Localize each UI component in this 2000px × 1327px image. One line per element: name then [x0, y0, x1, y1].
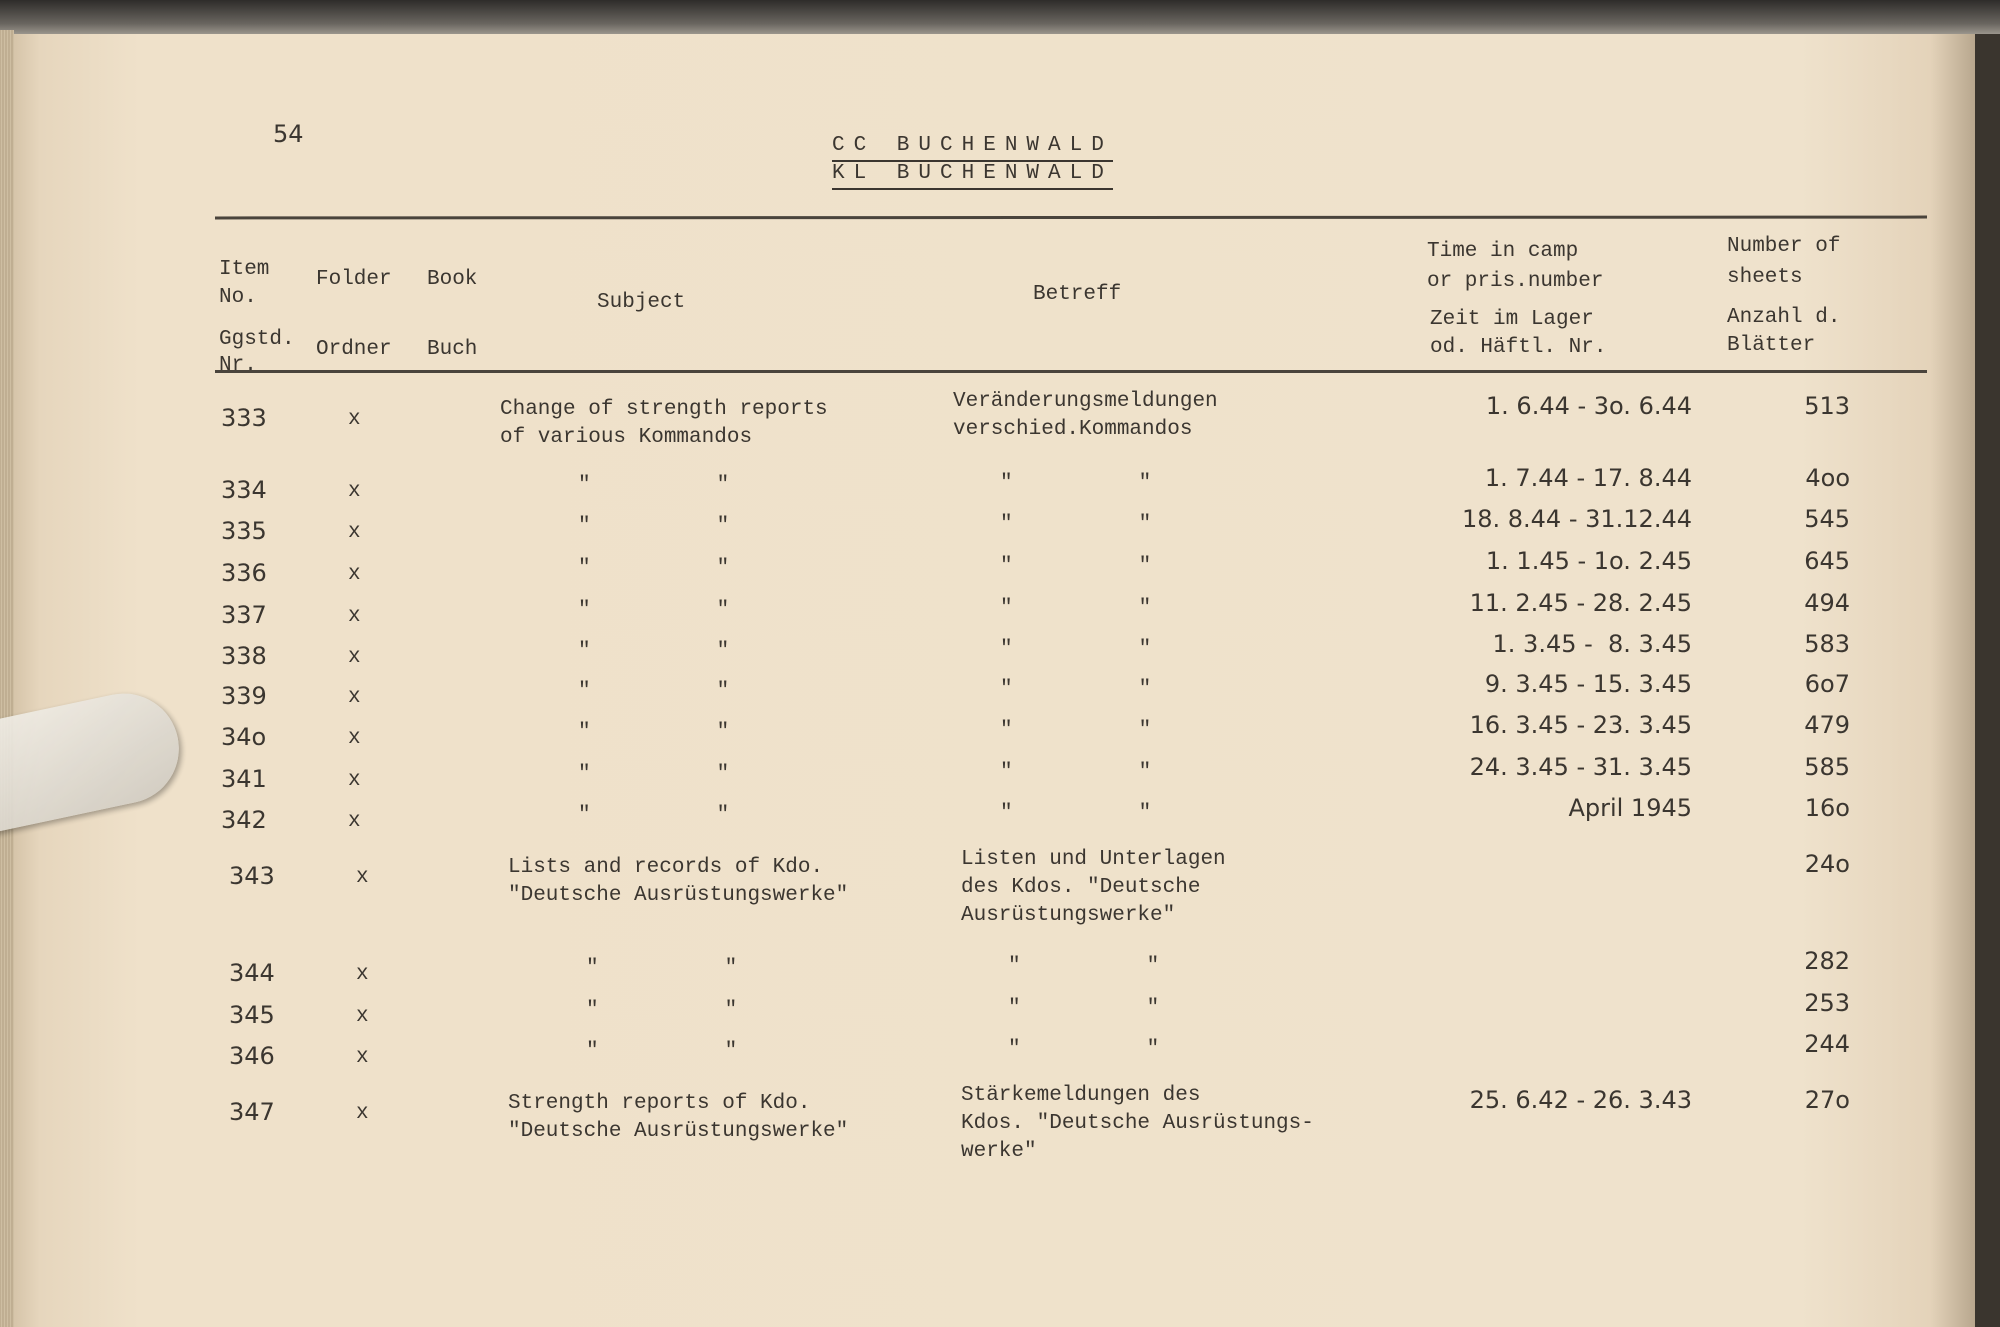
sheet-count: 479 — [1804, 711, 1850, 739]
item-number: 336 — [221, 559, 267, 587]
item-number: 34o — [221, 723, 267, 751]
item-number: 339 — [221, 682, 267, 710]
sheet-count: 4oo — [1805, 464, 1850, 492]
header-ggstd-nr: Ggstd. Nr. — [219, 328, 295, 377]
time-in-camp: April 1945 — [1568, 794, 1692, 822]
subject-text: " " — [586, 957, 738, 980]
title-german: KL BUCHENWALD — [832, 160, 1113, 190]
header-number-of-sheets: Number of sheets — [1727, 235, 1841, 289]
header-anzahl-blaetter: Anzahl d. Blätter — [1727, 306, 1841, 357]
folder-mark: x — [356, 963, 369, 986]
subject-text: " " — [586, 999, 738, 1022]
subject-text: " " — [578, 474, 730, 497]
time-in-camp: 1. 1.45 - 1o. 2.45 — [1485, 547, 1692, 575]
sheet-count: 494 — [1804, 589, 1850, 617]
header-zeit-im-lager: Zeit im Lager od. Häftl. Nr. — [1430, 308, 1607, 359]
sheet-count: 583 — [1804, 630, 1850, 658]
subject-text: Strength reports of Kdo. "Deutsche Ausrüstungswerke" — [508, 1092, 849, 1143]
betreff-text: " " — [1000, 802, 1152, 825]
time-in-camp: 18. 8.44 - 31.12.44 — [1461, 505, 1692, 533]
book-page-edges — [0, 30, 14, 1327]
time-in-camp: 11. 2.45 - 28. 2.45 — [1469, 589, 1692, 617]
folder-mark: x — [356, 1046, 369, 1069]
betreff-text: " " — [1000, 513, 1152, 536]
item-number: 343 — [229, 862, 275, 890]
folder-mark: x — [348, 810, 361, 833]
betreff-text: " " — [1000, 472, 1152, 495]
sheet-count: 645 — [1804, 547, 1850, 575]
folder-mark: x — [348, 480, 361, 503]
folder-mark: x — [348, 769, 361, 792]
header-subject: Subject — [597, 291, 686, 314]
sheet-count: 513 — [1804, 392, 1850, 420]
item-number: 345 — [229, 1001, 275, 1029]
item-number: 346 — [229, 1042, 275, 1070]
sheet-count: 282 — [1804, 947, 1850, 975]
header-book: Book — [427, 268, 478, 291]
betreff-text: " " — [1000, 597, 1152, 620]
time-in-camp: 1. 3.45 - 8. 3.45 — [1492, 630, 1692, 658]
header-item-no: Item No. — [219, 258, 270, 309]
subject-text: " " — [578, 804, 730, 827]
time-in-camp: 1. 6.44 - 3o. 6.44 — [1485, 392, 1692, 420]
betreff-text: Veränderungsmeldungen verschied.Kommandos — [953, 390, 1218, 441]
folder-mark: x — [348, 521, 361, 544]
betreff-text: " " — [1000, 761, 1152, 784]
betreff-text: " " — [1000, 719, 1152, 742]
item-number: 334 — [221, 476, 267, 504]
subject-text: Change of strength reports of various Kommandos — [500, 398, 828, 449]
time-in-camp: 25. 6.42 - 26. 3.43 — [1469, 1086, 1692, 1114]
time-in-camp: 1. 7.44 - 17. 8.44 — [1484, 464, 1692, 492]
time-in-camp: 24. 3.45 - 31. 3.45 — [1469, 753, 1692, 781]
time-in-camp: 9. 3.45 - 15. 3.45 — [1484, 670, 1692, 698]
sheet-count: 6o7 — [1804, 670, 1850, 698]
item-number: 342 — [221, 806, 267, 834]
folder-mark: x — [348, 727, 361, 750]
header-folder: Folder — [316, 268, 392, 291]
header-time-in-camp: Time in camp or pris.number — [1427, 240, 1604, 293]
item-number: 341 — [221, 765, 267, 793]
item-number: 337 — [221, 601, 267, 629]
folder-mark: x — [356, 1102, 369, 1125]
time-in-camp: 16. 3.45 - 23. 3.45 — [1469, 711, 1692, 739]
folder-mark: x — [348, 563, 361, 586]
betreff-text: " " — [1008, 955, 1160, 978]
betreff-text: " " — [1008, 997, 1160, 1020]
betreff-text: " " — [1000, 678, 1152, 701]
subject-text: " " — [578, 599, 730, 622]
sheet-count: 27o — [1804, 1086, 1850, 1114]
betreff-text: Listen und Unterlagen des Kdos. "Deutsche Ausrüstungswerke" — [961, 848, 1226, 927]
item-number: 347 — [229, 1098, 275, 1126]
folder-mark: x — [348, 408, 361, 431]
header-ordner: Ordner — [316, 338, 392, 361]
subject-text: " " — [578, 640, 730, 663]
header-bottom-rule — [215, 370, 1927, 373]
folder-mark: x — [348, 686, 361, 709]
betreff-text: " " — [1008, 1038, 1160, 1061]
header-buch: Buch — [427, 338, 478, 361]
sheet-count: 244 — [1804, 1030, 1850, 1058]
header-betreff: Betreff — [1033, 283, 1122, 306]
item-number: 333 — [221, 404, 267, 432]
sheet-count: 24o — [1804, 850, 1850, 878]
folder-mark: x — [348, 605, 361, 628]
folder-mark: x — [356, 1005, 369, 1028]
page-number: 54 — [273, 120, 304, 148]
subject-text: " " — [578, 515, 730, 538]
betreff-text: " " — [1000, 638, 1152, 661]
sheet-count: 253 — [1804, 989, 1850, 1017]
item-number: 335 — [221, 517, 267, 545]
folder-mark: x — [348, 646, 361, 669]
subject-text: " " — [586, 1040, 738, 1063]
sheet-count: 585 — [1804, 753, 1850, 781]
title-english: CC BUCHENWALD — [832, 132, 1113, 162]
subject-text: " " — [578, 680, 730, 703]
subject-text: " " — [578, 763, 730, 786]
item-number: 338 — [221, 642, 267, 670]
folder-mark: x — [356, 866, 369, 889]
scanner-top-edge — [0, 0, 2000, 34]
subject-text: " " — [578, 557, 730, 580]
betreff-text: " " — [1000, 555, 1152, 578]
item-number: 344 — [229, 959, 275, 987]
sheet-count: 545 — [1804, 505, 1850, 533]
subject-text: Lists and records of Kdo. "Deutsche Ausrüstungswerke" — [508, 856, 849, 907]
betreff-text: Stärkemeldungen des Kdos. "Deutsche Ausrüstungs- werke" — [961, 1084, 1314, 1163]
sheet-count: 16o — [1804, 794, 1850, 822]
subject-text: " " — [578, 721, 730, 744]
